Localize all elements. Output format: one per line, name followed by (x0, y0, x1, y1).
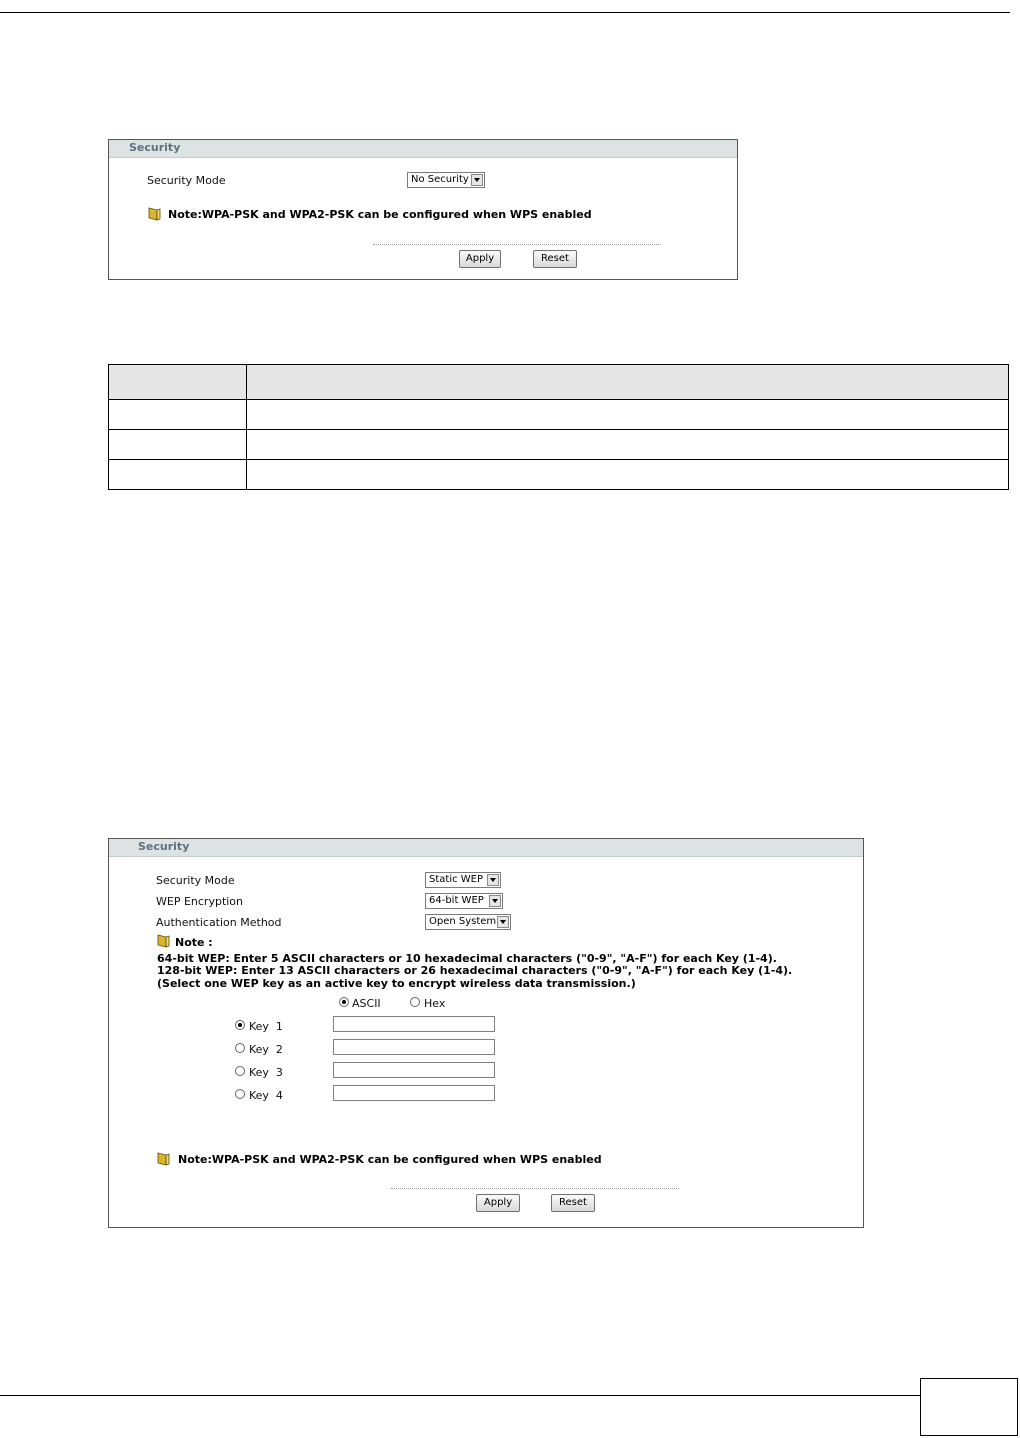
note-line-64bit: 64-bit WEP: Enter 5 ASCII characters or 10 hexadecimal characters ("0-9", "A-F") for each Key (1-4). (157, 952, 777, 965)
divider (373, 244, 661, 245)
security-mode-value: No Security (411, 174, 469, 185)
table-cell (109, 400, 247, 430)
note-icon (147, 207, 161, 221)
auth-method-select[interactable] (425, 914, 511, 930)
panel-title: Security (138, 840, 190, 853)
page-number-box (920, 1378, 1018, 1436)
key-3-label: Key 3 (249, 1066, 283, 1079)
key-4-label: Key 4 (249, 1089, 283, 1102)
note-icon (156, 1152, 170, 1166)
key-1-radio[interactable] (235, 1020, 245, 1030)
table-cell (247, 400, 1009, 430)
security-mode-label: Security Mode (147, 174, 226, 187)
note-icon (156, 934, 170, 948)
table-row (109, 400, 1009, 430)
key-4-radio[interactable] (235, 1089, 245, 1099)
security-mode-label: Security Mode (156, 874, 235, 887)
table-cell (109, 460, 247, 490)
key-2-input[interactable] (333, 1039, 495, 1055)
panel-title: Security (129, 141, 181, 154)
table-cell (247, 460, 1009, 490)
table-header-cell (247, 365, 1009, 400)
key-4-input[interactable] (333, 1085, 495, 1101)
panel-header (109, 839, 863, 857)
note-heading: Note : (175, 936, 213, 949)
apply-button[interactable]: Apply (459, 250, 501, 268)
panel-header (109, 140, 737, 158)
key-2-label: Key 2 (249, 1043, 283, 1056)
chevron-down-icon[interactable] (471, 174, 483, 186)
field-description-table (108, 364, 1009, 490)
table-row (109, 430, 1009, 460)
hex-label: Hex (424, 997, 446, 1010)
reset-button[interactable]: Reset (533, 250, 577, 268)
key-1-input[interactable] (333, 1016, 495, 1032)
key-3-input[interactable] (333, 1062, 495, 1078)
chevron-down-icon[interactable] (489, 895, 501, 907)
divider (391, 1188, 679, 1189)
wep-encryption-value: 64-bit WEP (429, 895, 484, 906)
auth-method-value: Open System (429, 916, 497, 927)
security-panel-static-wep (108, 838, 864, 1228)
table-cell (247, 430, 1009, 460)
security-mode-value: Static WEP (429, 874, 484, 885)
table-header-cell (109, 365, 247, 400)
security-mode-select[interactable] (407, 172, 485, 188)
wps-note: Note:WPA-PSK and WPA2-PSK can be configured when WPS enabled (168, 208, 592, 221)
chevron-down-icon[interactable] (487, 874, 499, 886)
table-header-row (109, 365, 1009, 400)
table-row (109, 460, 1009, 490)
apply-button[interactable]: Apply (476, 1194, 520, 1212)
note-line-select: (Select one WEP key as an active key to encrypt wireless data transmission.) (157, 977, 636, 990)
wep-encryption-select[interactable] (425, 893, 503, 909)
key-2-radio[interactable] (235, 1043, 245, 1053)
security-mode-select[interactable] (425, 872, 501, 888)
ascii-label: ASCII (352, 997, 381, 1010)
table-cell (109, 430, 247, 460)
ascii-radio[interactable] (339, 997, 349, 1007)
key-3-radio[interactable] (235, 1066, 245, 1076)
auth-method-label: Authentication Method (156, 916, 282, 929)
wps-note: Note:WPA-PSK and WPA2-PSK can be configured when WPS enabled (178, 1153, 602, 1166)
wep-encryption-label: WEP Encryption (156, 895, 244, 908)
chevron-down-icon[interactable] (497, 916, 509, 928)
top-rule (0, 12, 1010, 13)
security-panel-no-security (108, 139, 738, 280)
reset-button[interactable]: Reset (551, 1194, 595, 1212)
hex-radio[interactable] (410, 997, 420, 1007)
key-1-label: Key 1 (249, 1020, 283, 1033)
note-line-128bit: 128-bit WEP: Enter 13 ASCII characters or 26 hexadecimal characters ("0-9", "A-F") for each Key (1-4). (157, 964, 793, 977)
bottom-rule (0, 1395, 920, 1396)
